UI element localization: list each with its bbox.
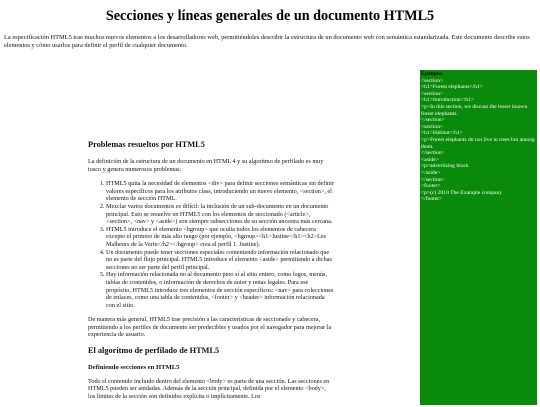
- code-line: <h1>Habitat</h1>: [421, 130, 463, 137]
- intro-paragraph: La especificación HTML5 trae muchos nuevos elementos a los desarrolladores web, permitiéndoles describir la estructura de un documento web con semántica estandarizada. Este documento describe estos elementos y cómo usarlos para definir el perfil de cualquier documento.: [4, 34, 530, 50]
- example-code-lines: [421, 78, 536, 203]
- code-line: </section>: [421, 117, 445, 124]
- code-line: <aside>: [421, 156, 439, 163]
- defining-paragraph: Todo el contenido incluido dentro del elemento <body> es parte de una sección. Las secciones en HTML5 pueden ser anidadas. Además de la sección principal, definida por el elemento <body>, los límites de la sección son definidos explícita o implícitamente. Los: [88, 377, 330, 400]
- problems-intro-paragraph: La definición de la estructura de un documento en HTML 4 y su algoritmo de perfilado es muy tosco y genera numerosos problemas:: [88, 158, 324, 173]
- subsection-heading-defining: Definiendo secciones en HTML5: [88, 364, 180, 372]
- code-line: <h1>Introduction</h1>: [421, 97, 475, 104]
- code-line: </footer>: [421, 196, 443, 203]
- code-line: </section>: [421, 176, 445, 183]
- code-line: <section>: [421, 77, 444, 84]
- code-line: <section>: [421, 90, 444, 97]
- problems-list: [88, 180, 334, 309]
- page-title: Secciones y líneas generales de un documento HTML5: [105, 8, 435, 24]
- code-line: <p>advertising block: [421, 163, 469, 170]
- example-sidebar: [420, 70, 537, 405]
- main-content: [88, 140, 334, 407]
- list-item: 5. Hay información relacionada no al documento pero sí al sitio entero, como logos, menús, tablas de contenidos, o información de derechos de autor y notas legales. Para ese propósito, HTML5 introduce tres elementos de sección específicos: <nav> para colecciones de enlaces, como una tabla de contenidos, <footer> y <header> información relacionada con el sitio.: [106, 271, 334, 309]
- code-line: </aside>: [421, 169, 441, 176]
- summary-paragraph: De manera más general, HTML5 trae precisión a las características de seccionado y cabecera, permitiendo a los perfiles de documento ser predecibles y usados por el navegador para mejorar la experiencia de usuario.: [88, 316, 332, 339]
- list-item: 4. Un documento puede tener secciones especiales conteniendo información relacionado que no es parte del flujo principal. HTML5 introduce el elemento <aside> permitiendo a dichas secciones no ser parte del perfil principal.: [106, 249, 334, 272]
- code-line: <section>: [421, 123, 444, 130]
- list-item: 2. Mezclar varios documentos es difícil: la inclusión de un sub-documento en un documento principal. Esto se resuelve en HTML5 con los elementos de seccionado (<article>, <section>, <nav> y <aside>) son siempre subsecciones de su sección ancestra más cercana.: [106, 203, 334, 226]
- example-label: Ejemplo:: [421, 71, 444, 77]
- list-item: 3. HTML5 introduce el elemento <hgroup> que oculta todos los elementos de cabecera excepto el primero de más alto rango (por ejemplo, <hgroup><h1>Justine</h1><h2>Les Malheurs de la Vertu</h2></hgroup> crea el perfil 1. Justine).: [106, 226, 334, 249]
- section-heading-problems: Problemas resueltos por HTML5: [88, 140, 205, 149]
- code-line: </section>: [421, 150, 445, 157]
- code-line: <p>Forest elephants do not live in trees but among them.: [421, 136, 535, 150]
- code-line: <p>In this section, we discuss the lesser known forest elephants.: [421, 103, 528, 117]
- code-line: <h1>Forest elephants</h1>: [421, 84, 483, 91]
- code-line: <footer>: [421, 183, 441, 190]
- code-line: <p>(c) 2010 The Example company: [421, 189, 503, 196]
- list-item: 1. HTML5 quita la necesidad de elementos <div> para definir secciones semánticas sin definir valores específicos para los atributos class, introduciendo un nuevo elemento, <section>, el elemento de sección HTML.: [106, 180, 334, 203]
- section-heading-algorithm: El algoritmo de perfilado de HTML5: [88, 346, 220, 356]
